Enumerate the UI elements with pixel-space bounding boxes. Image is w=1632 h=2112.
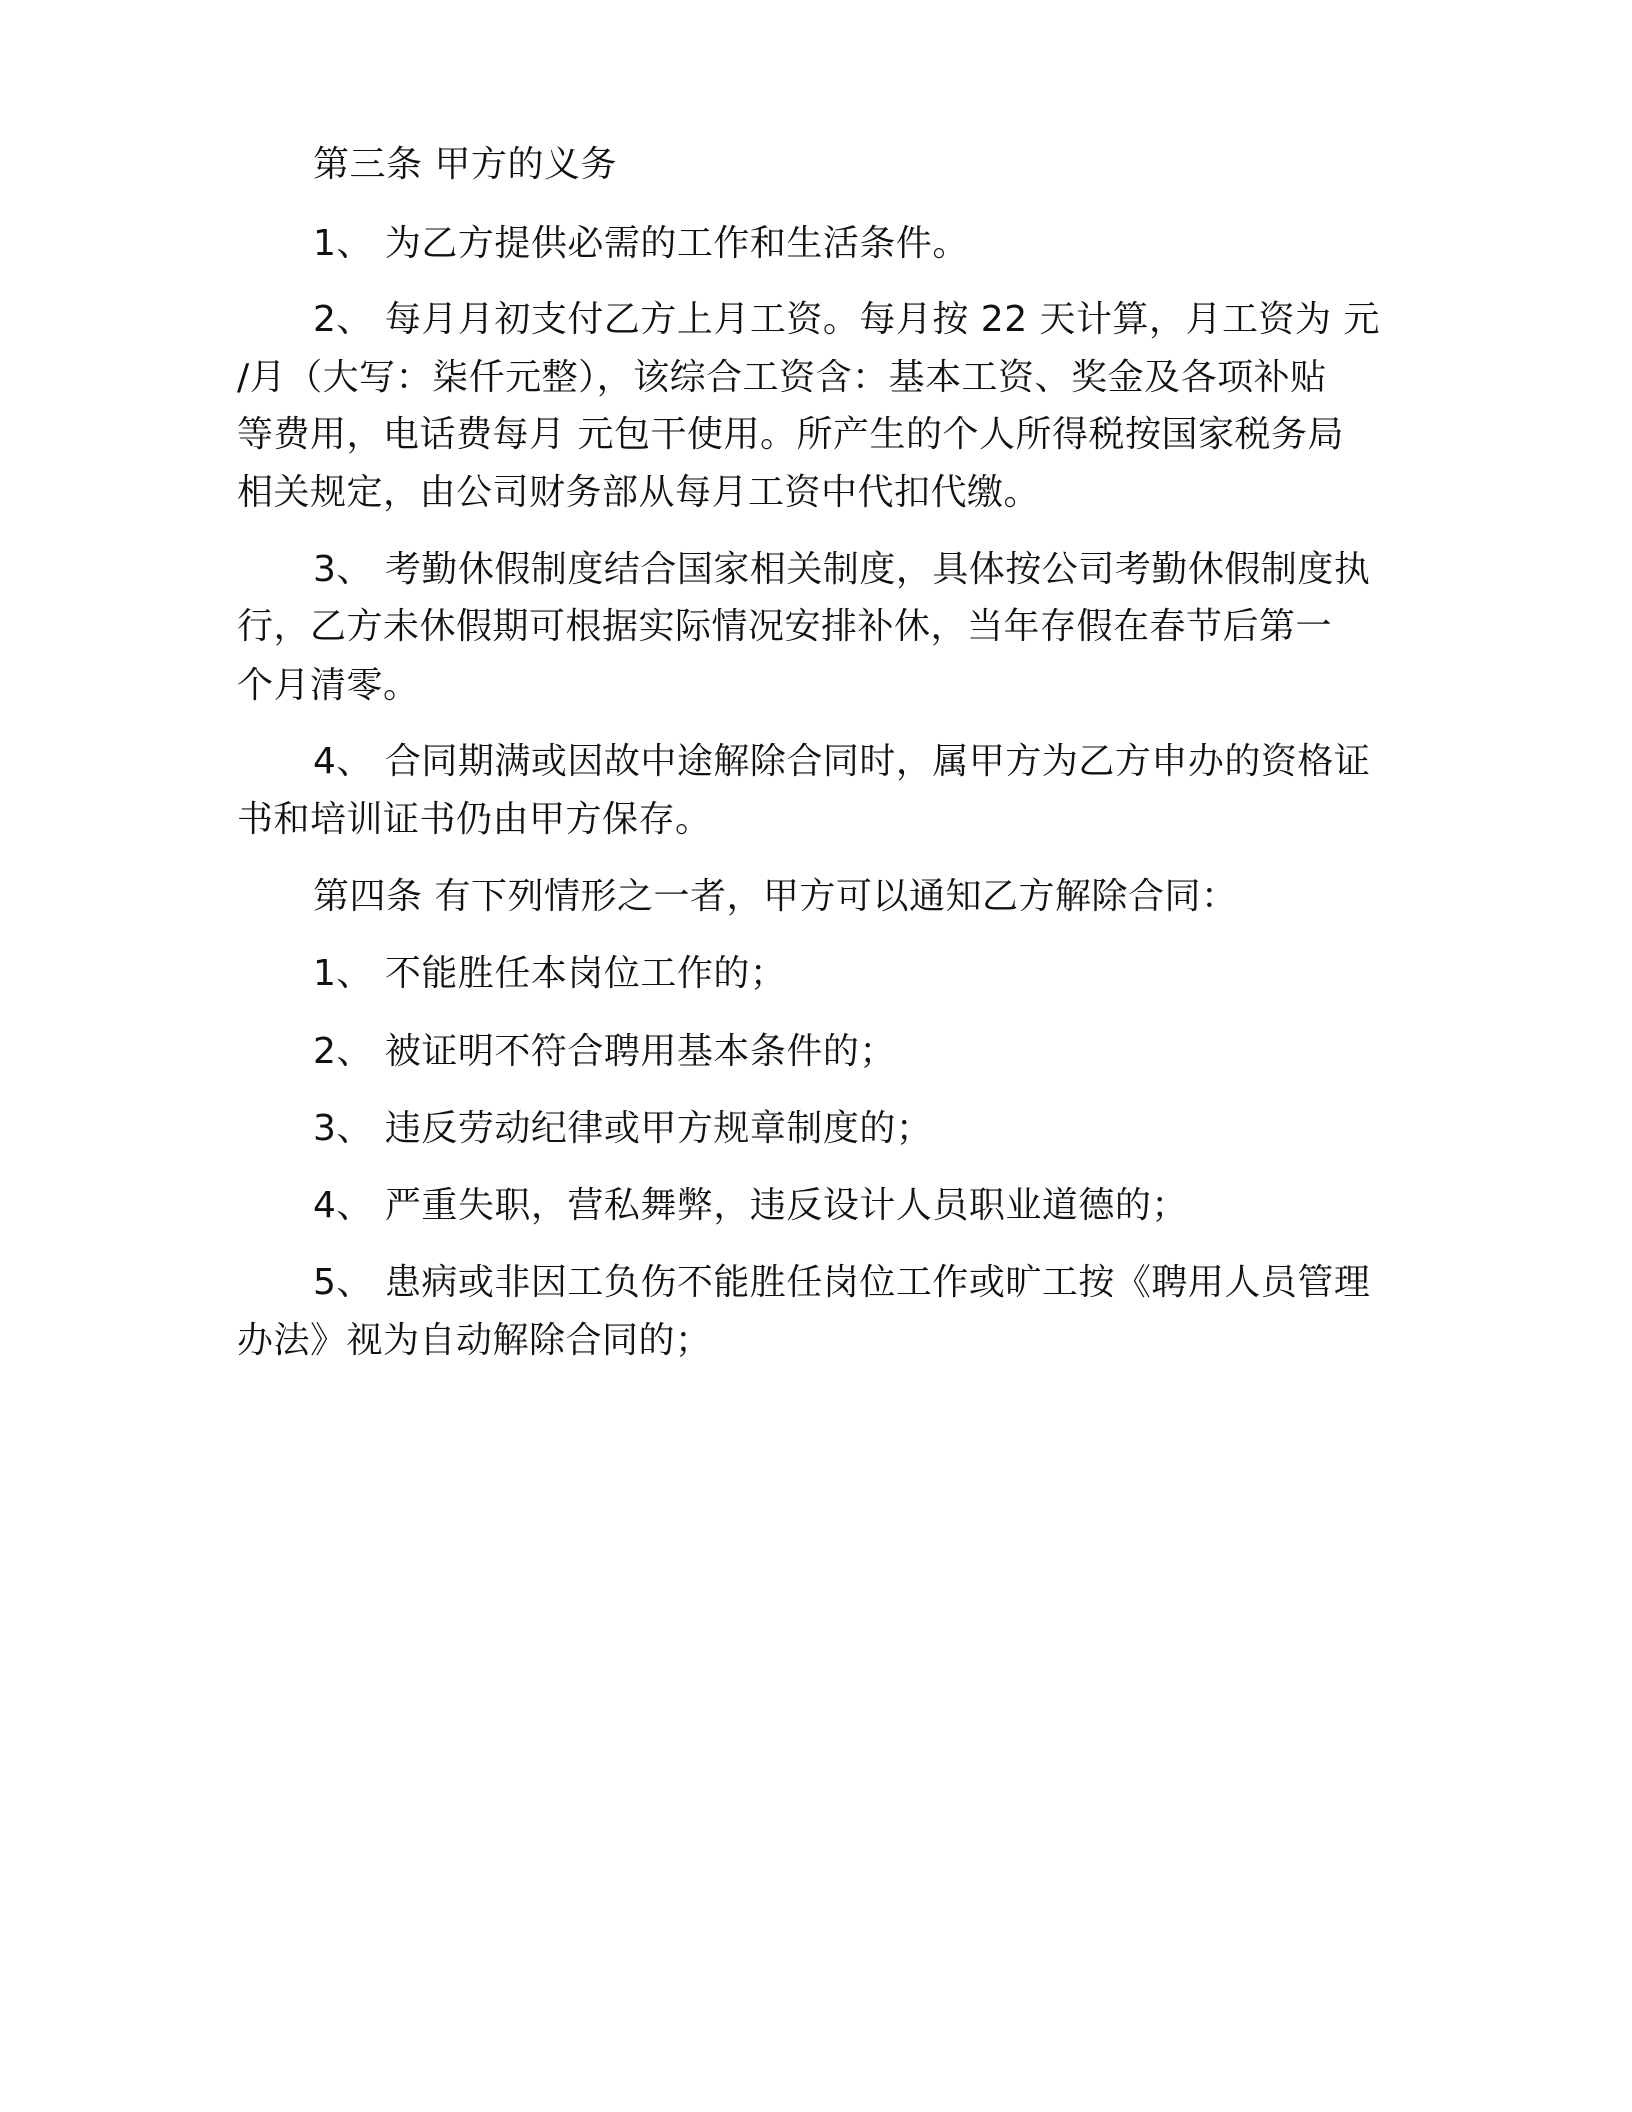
- article-3-item-2-line-2: /月（大写：柒仟元整），该综合工资含：基本工资、奖金及各项补贴: [237, 357, 1327, 398]
- article-3-item-4-line-2: 书和培训证书仍由甲方保存。: [237, 799, 712, 840]
- article-3-item-2-line-1: 2、 每月月初支付乙方上月工资。每月按 22 天计算，月工资为 元: [313, 299, 1380, 340]
- article-3-item-2-line-3: 等费用，电话费每月 元包干使用。所产生的个人所得税按国家税务局: [237, 414, 1344, 455]
- article-3-item-3-line-1: 3、 考勤休假制度结合国家相关制度，具体按公司考勤休假制度执: [313, 549, 1371, 590]
- article-4-heading: 第四条 有下列情形之一者，甲方可以通知乙方解除合同：: [313, 876, 1238, 917]
- article-4-item-4: 4、 严重失职，营私舞弊，违反设计人员职业道德的；: [313, 1185, 1188, 1226]
- article-4-item-3: 3、 违反劳动纪律或甲方规章制度的；: [313, 1108, 933, 1149]
- article-3-item-1: 1、 为乙方提供必需的工作和生活条件。: [313, 223, 969, 264]
- article-4-item-1: 1、 不能胜任本岗位工作的；: [313, 953, 787, 994]
- article-3-item-3-line-2: 行，乙方未休假期可根据实际情况安排补休，当年存假在春节后第一: [237, 606, 1333, 647]
- article-3-item-2-line-4: 相关规定，由公司财务部从每月工资中代扣代缴。: [237, 472, 1041, 513]
- article-4-item-5-line-1: 5、 患病或非因工负伤不能胜任岗位工作或旷工按《聘用人员管理: [313, 1262, 1371, 1303]
- article-4-item-2: 2、 被证明不符合聘用基本条件的；: [313, 1031, 896, 1072]
- article-3-item-4-line-1: 4、 合同期满或因故中途解除合同时，属甲方为乙方申办的资格证: [313, 741, 1371, 782]
- article-3-item-3-line-3: 个月清零。: [237, 665, 420, 706]
- article-3-heading: 第三条 甲方的义务: [313, 144, 617, 185]
- article-4-item-5-line-2: 办法》视为自动解除合同的；: [237, 1320, 712, 1361]
